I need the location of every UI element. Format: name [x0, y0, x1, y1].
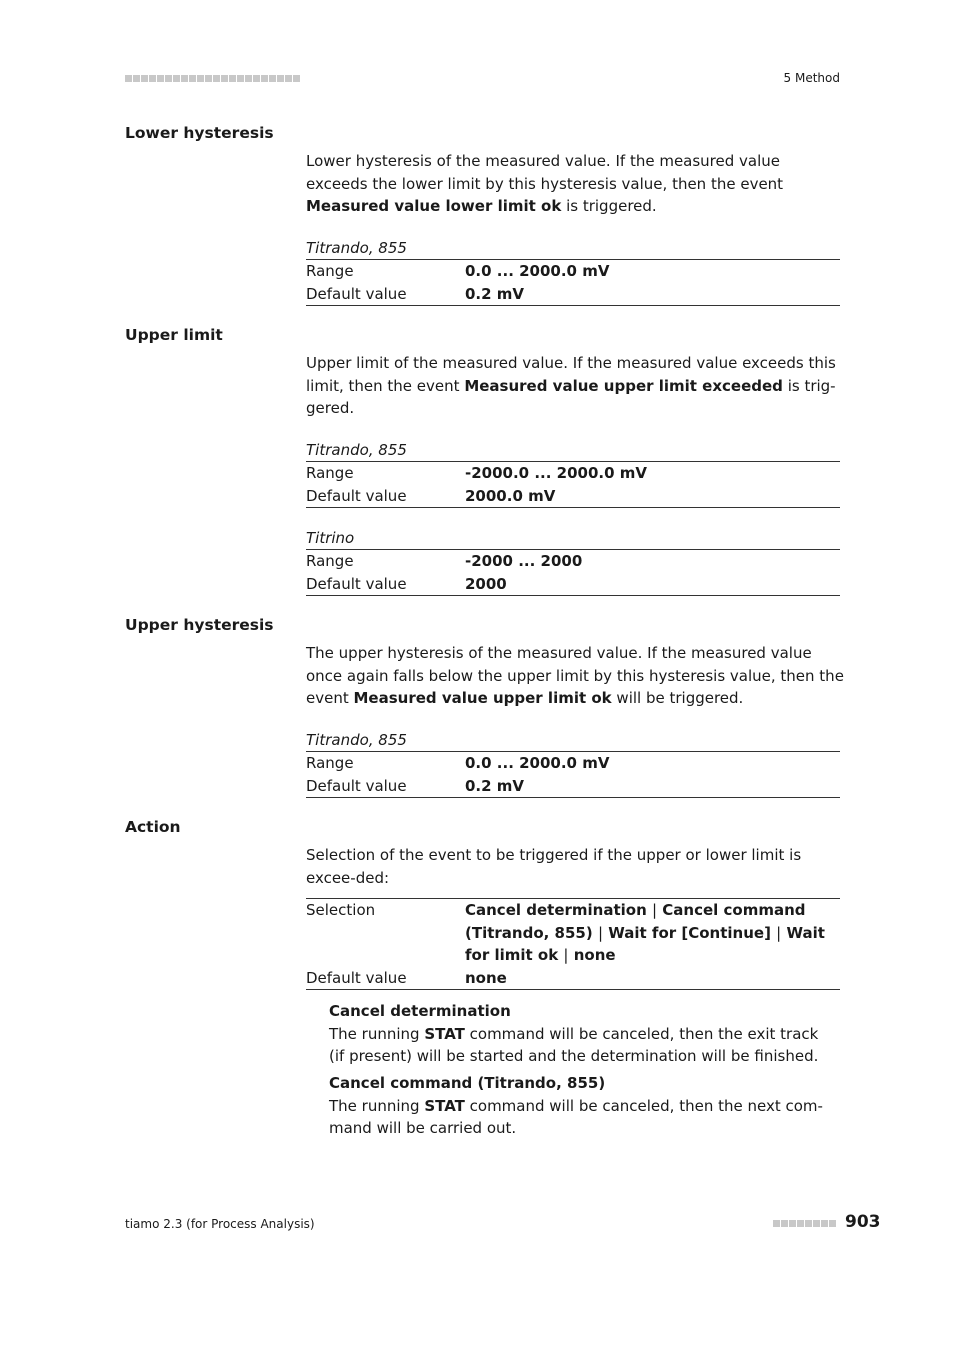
- table-row: Default value 0.2 mV: [306, 284, 525, 303]
- table-caption: Titrando, 855: [306, 239, 407, 257]
- section-desc-upper-hysteresis: The upper hysteresis of the measured value. If the measured value once again falls below the upper limit by this hysteresis value, then the event Measured value upper limit ok will be triggered.: [306, 644, 844, 707]
- selection-options: Cancel determination | Cancel command (Titrando, 855) | Wait for [Continue] | Wait for limit ok | none: [465, 901, 825, 964]
- table-body: [306, 259, 840, 306]
- table-row: Default value 2000: [306, 574, 507, 593]
- section-desc-action: Selection of the event to be triggered if the upper or lower limit is excee-ded:: [306, 846, 802, 887]
- section-title-action: Action: [125, 818, 181, 836]
- table-body: [306, 549, 840, 596]
- section-title-upper-limit: Upper limit: [125, 326, 223, 344]
- table-body: [306, 461, 840, 508]
- header-decoration: [125, 75, 300, 82]
- option-detail: Cancel determination The running STAT command will be canceled, then the exit track (if present) will be started and the determination will be finished.: [329, 1002, 819, 1065]
- page-number: 903: [845, 1212, 881, 1232]
- param-table: [306, 729, 840, 798]
- table-caption: Titrando, 855: [306, 731, 407, 749]
- table-row: Default value none: [306, 968, 507, 987]
- chapter-label: 5 Method: [783, 71, 840, 85]
- table-caption: Titrino: [306, 529, 355, 547]
- param-table: [306, 237, 840, 306]
- option-detail: Cancel command (Titrando, 855) The running STAT command will be canceled, then the next com-mand will be carried out.: [329, 1074, 823, 1137]
- table-row: Range 0.0 ... 2000.0 mV: [306, 754, 610, 772]
- table-row: Range -2000.0 ... 2000.0 mV: [306, 464, 647, 482]
- table-row: Range -2000 ... 2000: [306, 552, 583, 570]
- table-body: [306, 751, 840, 798]
- table-caption: Titrando, 855: [306, 441, 407, 459]
- footer-product: tiamo 2.3 (for Process Analysis): [125, 1217, 315, 1231]
- table-row: Default value 0.2 mV: [306, 776, 525, 795]
- section-desc-lower-hysteresis: Lower hysteresis of the measured value. If the measured value exceeds the lower limit by this hysteresis value, then the event Measured value lower limit ok is triggered.: [306, 152, 784, 215]
- param-table: [306, 527, 840, 596]
- footer-decoration: [773, 1220, 836, 1227]
- section-title-upper-hysteresis: Upper hysteresis: [125, 616, 274, 634]
- section-desc-upper-limit: Upper limit of the measured value. If the measured value exceeds this limit, then the event Measured value upper limit exceeded is trig-gered.: [306, 354, 836, 417]
- selection-table: [306, 898, 840, 990]
- section-title-lower-hysteresis: Lower hysteresis: [125, 124, 274, 142]
- param-table: [306, 439, 840, 508]
- table-row: Default value 2000.0 mV: [306, 486, 556, 505]
- table-row: Range 0.0 ... 2000.0 mV: [306, 262, 610, 280]
- table-row: Selection Cancel determination | Cancel command (Titrando, 855) | Wait for [Continue] | Wait for limit ok | none: [306, 899, 840, 967]
